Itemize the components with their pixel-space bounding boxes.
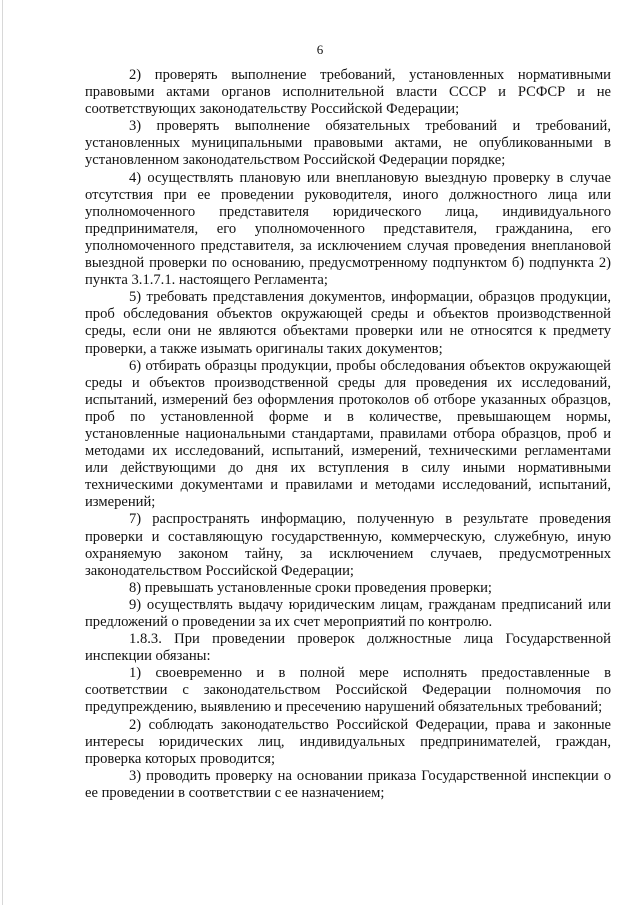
paragraph: 2) соблюдать законодательство Российской Федерации, права и законные интересы юридических лиц, индивидуальных предпринимателей, граждан, проверка которых проводится; bbox=[85, 716, 611, 767]
section-heading: 1.8.3. При проведении проверок должностные лица Государственной инспекции обязаны: bbox=[85, 631, 611, 665]
paragraph: 2) проверять выполнение требований, установленных нормативными правовыми актами органов исполнительной власти СССР и РСФСР и не соответствующих законодательству Российской Федерации; bbox=[85, 67, 611, 118]
paragraph: 5) требовать представления документов, информации, образцов продукции, проб обследования объектов окружающей среды и объектов производственной среды, если они не являются объектами проверки или не относятся к предмету проверки, а также изымать оригиналы таких документов; bbox=[85, 289, 611, 357]
document-body bbox=[85, 67, 611, 802]
paragraph: 9) осуществлять выдачу юридическим лицам, гражданам предписаний или предложений о проведении за их счет мероприятий по контролю. bbox=[85, 596, 611, 630]
paragraph: 3) проверять выполнение обязательных требований и требований, установленных муниципальными правовыми актами, не опубликованными в установленном законодательством Российской Федерации порядке; bbox=[85, 118, 611, 169]
paragraph: 4) осуществлять плановую или внеплановую выездную проверку в случае отсутствия при ее проведении руководителя, иного должностного лица или уполномоченного представителя юридического лица, индивидуального предпринимателя, его уполномоченного представителя, гражданина, его уполномоченного представителя, за исключением случая проведения внеплановой выездной проверки по основанию, предусмотренному подпунктом б) подпункта 2) пункта 3.1.7.1. настоящего Регламента; bbox=[85, 169, 611, 289]
paragraph: 8) превышать установленные сроки проведения проверки; bbox=[129, 579, 492, 596]
paragraph: 7) распространять информацию, полученную в результате проведения проверки и составляющую государственную, коммерческую, служебную, иную охраняемую законом тайну, за исключением случаев, предусмотренных законодательством Российской Федерации; bbox=[85, 511, 611, 579]
page-number: 6 bbox=[316, 42, 324, 57]
paragraph: 1) своевременно и в полной мере исполнять предоставленные в соответствии с законодательством Российской Федерации полномочия по предупреждению, выявлению и пресечению нарушений обязательных требований; bbox=[85, 665, 611, 716]
paragraph: 6) отбирать образцы продукции, пробы обследования объектов окружающей среды и объектов производственной среды для проведения их исследований, испытаний, измерений без оформления протоколов об отборе указанных образцов, проб по установленной форме и в количестве, превышающем нормы, установленные национальными стандартами, правилами отбора образцов, проб и методами их исследований, испытаний, измерений, техническими регламентами или действующими до дня их вступления в силу иными нормативными техническими документами и правилами и методами исследований, испытаний, измерений; bbox=[85, 357, 611, 511]
page-edge bbox=[2, 0, 3, 905]
paragraph: 3) проводить проверку на основании приказа Государственной инспекции о ее проведении в соответствии с ее назначением; bbox=[85, 767, 611, 801]
